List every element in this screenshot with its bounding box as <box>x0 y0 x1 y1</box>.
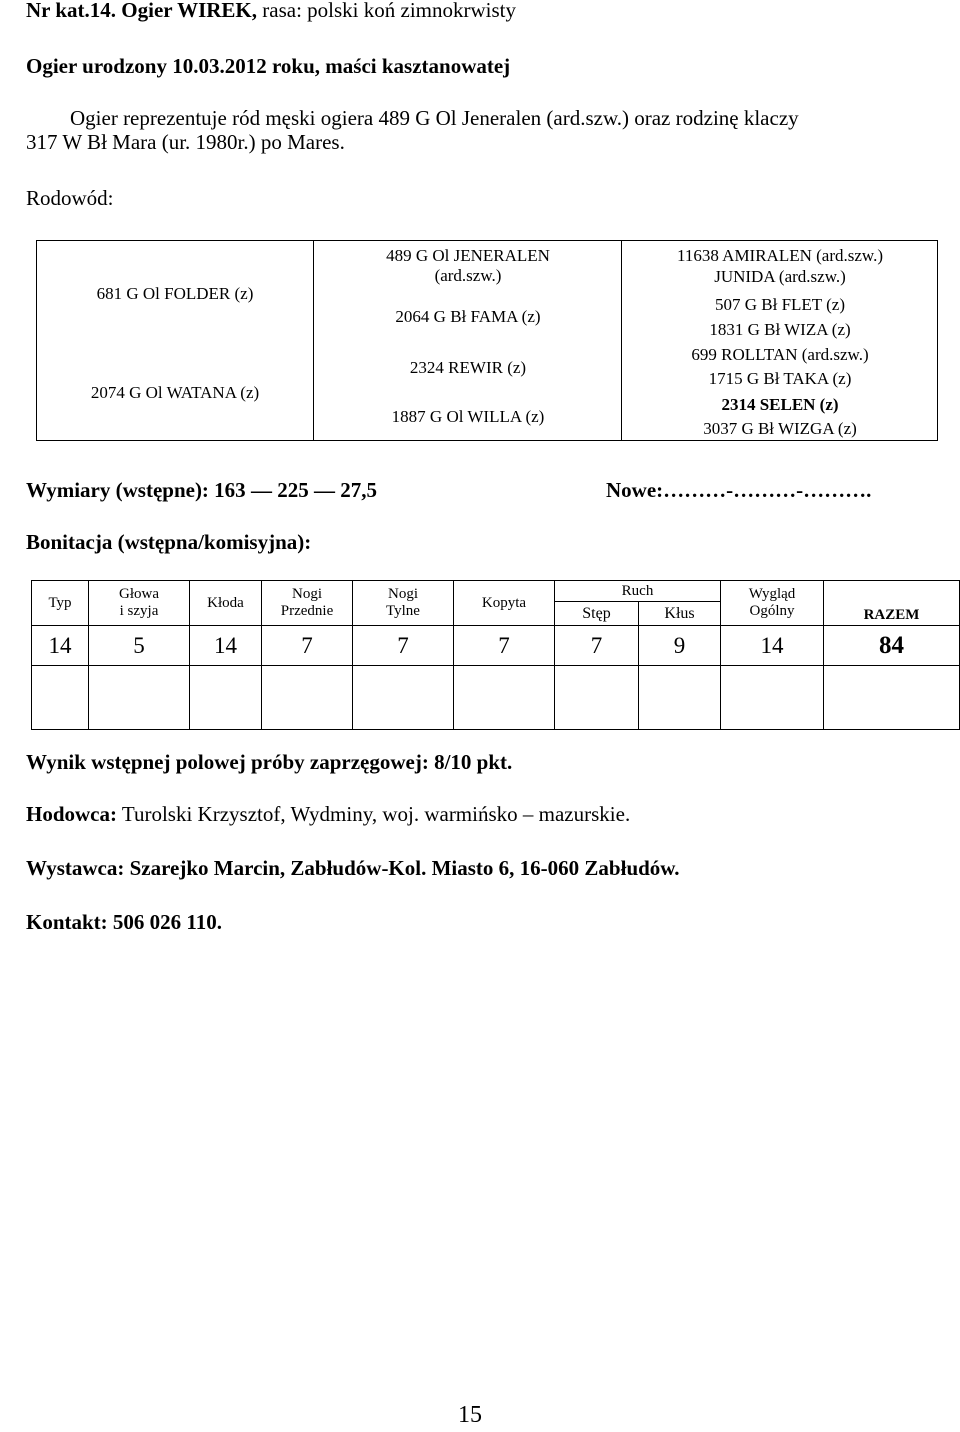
pedigree-dam: 2074 G Ol WATANA (z) <box>90 383 260 402</box>
measurements-line <box>26 478 377 503</box>
pedigree-divider <box>313 241 314 440</box>
score-kloda: 14 <box>190 626 262 666</box>
header-glowa <box>89 581 190 626</box>
title-line <box>26 0 516 23</box>
header-ruch: Ruch <box>555 581 721 602</box>
header-kopyta: Kopyta <box>454 581 555 626</box>
header-nogi-p-line2: Przednie <box>280 603 334 619</box>
bonitacja-heading: Bonitacja (wstępna/komisyjna): <box>26 530 312 554</box>
empty-cell <box>32 666 89 730</box>
pedigree-heading: Rodowód: <box>26 186 114 210</box>
header-typ: Typ <box>32 581 89 626</box>
score-kopyta: 7 <box>454 626 555 666</box>
score-glowa: 5 <box>89 626 190 666</box>
measurement-value: 225 <box>271 478 314 502</box>
pedigree-sire: 681 G Ol FOLDER (z) <box>96 284 254 303</box>
header-nogi-t-line1: Nogi <box>388 586 418 602</box>
breeder-label: Hodowca: <box>26 802 117 826</box>
header-glowa-line2: i szyja <box>119 603 159 619</box>
header-klus: Kłus <box>639 602 721 626</box>
pedigree-gen2-1a: 489 G Ol JENERALEN <box>386 246 550 265</box>
score-klus: 9 <box>639 626 721 666</box>
empty-cell <box>353 666 454 730</box>
header-nogi-przednie <box>262 581 353 626</box>
pedigree-gen3-4: 1831 G Bł WIZA (z) <box>709 320 851 339</box>
exhibitor-line: Wystawca: Szarejko Marcin, Zabłudów-Kol. Miasto 6, 16-060 Zabłudów. <box>26 856 680 880</box>
lineage-line-1: Ogier reprezentuje ród męski ogiera 489 G Ol Jeneralen (ard.szw.) oraz rodzinę klaczy <box>70 106 799 130</box>
header-glowa-line1: Głowa <box>119 586 159 602</box>
header-nogi-tylne <box>353 581 454 626</box>
measurements-label: Wymiary (wstępne): 163 <box>26 478 251 502</box>
pedigree-gen2-3: 2324 REWIR (z) <box>409 358 527 377</box>
new-measurements: Nowe:………-………-………. <box>606 478 872 502</box>
birth-line: Ogier urodzony 10.03.2012 roku, maści kasztanowatej <box>26 54 511 78</box>
header-nogi-p-line1: Nogi <box>292 586 322 602</box>
lineage-line-2: 317 W Bł Mara (ur. 1980r.) po Mares. <box>26 130 345 154</box>
breed-text: rasa: polski koń zimnokrwisty <box>257 0 516 22</box>
empty-cell <box>824 666 960 730</box>
pedigree-gen3-5: 699 ROLLTAN (ard.szw.) <box>691 345 869 364</box>
header-step: Stęp <box>555 602 639 626</box>
score-razem: 84 <box>824 626 960 666</box>
pedigree-gen3-6: 1715 G Bł TAKA (z) <box>708 369 852 388</box>
pedigree-gen2-2: 2064 G Bł FAMA (z) <box>395 307 541 326</box>
catalog-number: Nr kat.14. Ogier WIREK, <box>26 0 258 22</box>
pedigree-gen3-2: JUNIDA (ard.szw.) <box>714 267 846 286</box>
pedigree-gen2-4: 1887 G Ol WILLA (z) <box>391 407 545 426</box>
measurement-value: 27,5 <box>334 478 377 502</box>
page-number: 15 <box>458 1402 482 1428</box>
empty-cell <box>454 666 555 730</box>
empty-cell <box>190 666 262 730</box>
pedigree-table <box>36 240 938 441</box>
score-nogi-tylne: 7 <box>353 626 454 666</box>
dash: — <box>250 478 272 502</box>
empty-cell <box>262 666 353 730</box>
breeder-value: Turolski Krzysztof, Wydminy, woj. warmińsko – mazurskie. <box>117 802 631 826</box>
empty-cell <box>555 666 639 730</box>
breeder-line <box>26 802 630 827</box>
pedigree-gen3-7: 2314 SELEN (z) <box>721 395 839 414</box>
empty-cell <box>721 666 824 730</box>
header-nogi-t-line2: Tylne <box>386 603 420 619</box>
header-wyglad-line1: Wygląd <box>748 586 796 602</box>
header-razem: RAZEM <box>824 581 960 626</box>
score-step: 7 <box>555 626 639 666</box>
empty-cell <box>89 666 190 730</box>
score-nogi-przednie: 7 <box>262 626 353 666</box>
score-wyglad: 14 <box>721 626 824 666</box>
pedigree-gen3-1: 11638 AMIRALEN (ard.szw.) <box>676 246 883 265</box>
score-table <box>31 580 960 730</box>
pedigree-gen2-1b: (ard.szw.) <box>434 266 502 285</box>
header-wyglad <box>721 581 824 626</box>
pedigree-divider <box>621 241 622 440</box>
empty-cell <box>639 666 721 730</box>
header-kloda: Kłoda <box>190 581 262 626</box>
header-wyglad-line2: Ogólny <box>749 603 795 619</box>
dash: — <box>313 478 335 502</box>
score-typ: 14 <box>32 626 89 666</box>
pedigree-gen3-8: 3037 G Bł WIZGA (z) <box>703 419 857 438</box>
pedigree-gen3-3: 507 G Bł FLET (z) <box>714 295 845 314</box>
draft-test-result: Wynik wstępnej polowej próby zaprzęgowej: 8/10 pkt. <box>26 750 513 774</box>
contact-line: Kontakt: 506 026 110. <box>26 910 223 934</box>
